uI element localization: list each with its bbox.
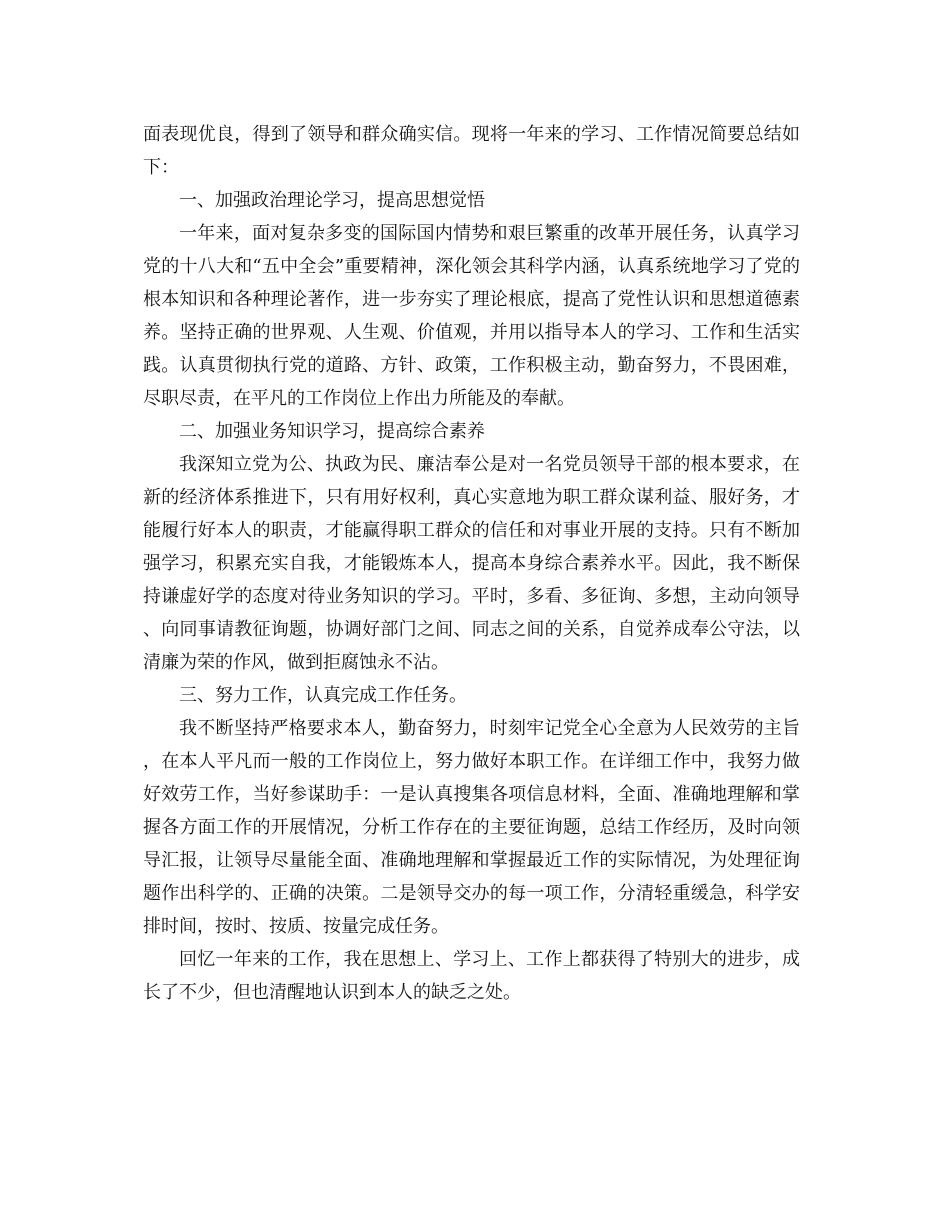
paragraph-work-tasks: 我不断坚持严格要求本人，勤奋努力，时刻牢记党全心全意为人民效劳的主旨，在本人平凡而一般的工作岗位上，努力做好本职工作。在详细工作中，我努力做好效劳工作，当好参谋助手：一是认真搜集各项信息材料，全面、准确地理解和掌握各方面工作的开展情况，分析工作存在的主要征询题，总结工作经历，及时向领导汇报，让领导尽量能全面、准确地理解和掌握最近工作的实际情况，为处理征询题作出科学的、正确的决策。二是领导交办的每一项工作，分清轻重缓急，科学安排时间，按时、按质、按量完成任务。: [143, 718, 800, 937]
paragraph-political-study: 一年来，面对复杂多变的国际国内情势和艰巨繁重的改革开展任务，认真学习党的十八大和“五中全会”重要精神，深化领会其科学内涵，认真系统地学习了党的根本知识和各种理论著作，进一步夯实了理论根底，提高了党性认识和思想道德素养。坚持正确的世界观、人生观、价值观，并用以指导本人的学习、工作和生活实践。认真贯彻执行党的道路、方针、政策，工作积极主动，勤奋努力，不畏困难，尽职尽责，在平凡的工作岗位上作出力所能及的奉献。: [143, 223, 800, 409]
section-heading-business-study: 二、加强业务知识学习，提高综合素养: [179, 421, 485, 442]
paragraph-business-study: 我深知立党为公、执政为民、廉洁奉公是对一名党员领导干部的根本要求，在新的经济体系推进下，只有用好权利，真心实意地为职工群众谋利益、服好务，才能履行好本人的职责，才能赢得职工群众的信任和对事业开展的支持。只有不断加强学习，积累充实自我，才能锻炼本人，提高本身综合素养水平。因此，我不断保持谦虚好学的态度对待业务知识的学习。平时，多看、多征询、多想，主动向领导、向同事请教征询题，协调好部门之间、同志之间的关系，自觉养成奉公守法，以清廉为荣的作风，做到拒腐蚀永不沾。: [143, 454, 800, 673]
paragraph-continuation: 面表现优良，得到了领导和群众确实信。现将一年来的学习、工作情况简要总结如下：: [143, 124, 800, 178]
paragraph-conclusion: 回忆一年来的工作，我在思想上、学习上、工作上都获得了特别大的进步，成长了不少，但也清醒地认识到本人的缺乏之处。: [143, 949, 800, 1003]
section-heading-political-study: 一、加强政治理论学习，提高思想觉悟: [179, 190, 485, 211]
section-heading-work-tasks: 三、努力工作，认真完成工作任务。: [179, 685, 467, 706]
document-body: [143, 118, 800, 1009]
